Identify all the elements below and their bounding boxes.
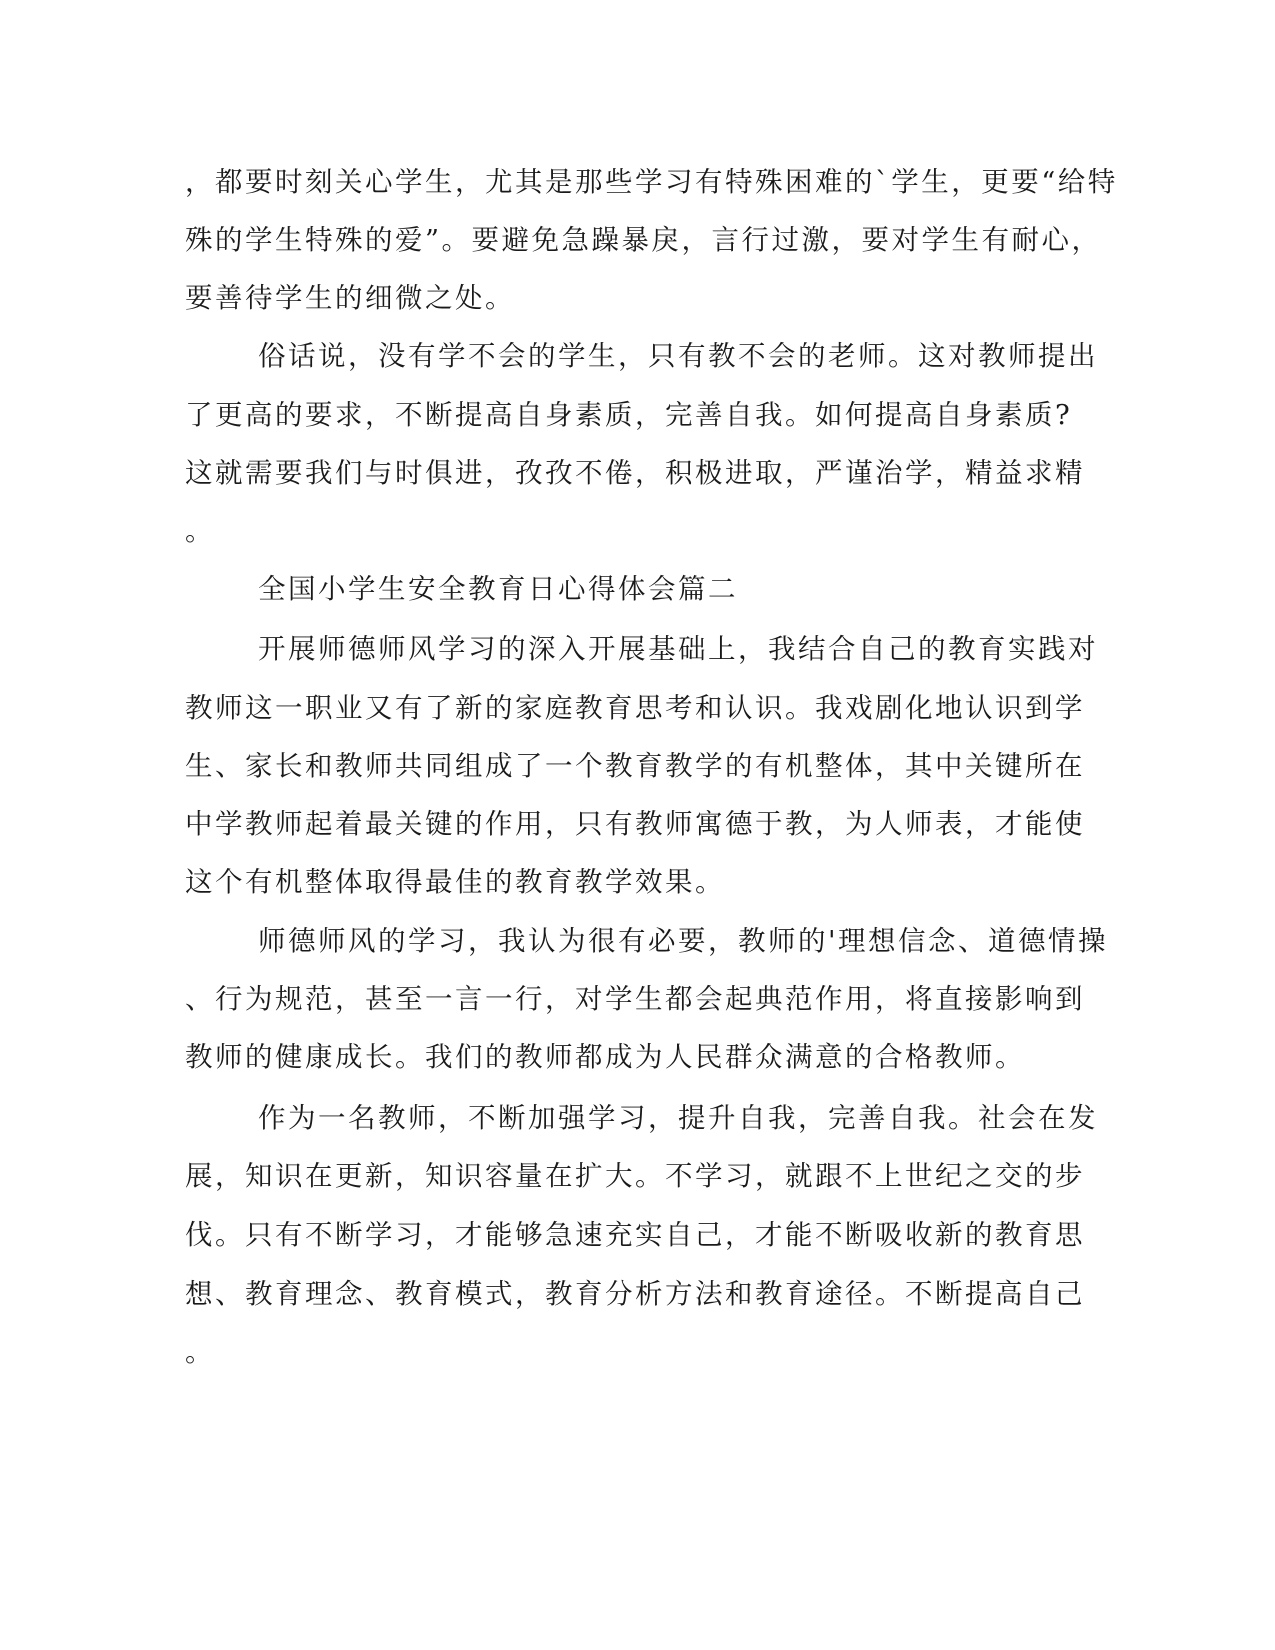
text-line: 这就需要我们与时俱进，孜孜不倦，积极进取，严谨治学，精益求精 xyxy=(185,457,1085,489)
text-line: 想、教育理念、教育模式，教育分析方法和教育途径。不断提高自己 xyxy=(185,1278,1085,1310)
text-line: 开展师德师风学习的深入开展基础上，我结合自己的教育实践对 xyxy=(258,633,1098,665)
text-line: 师德师风的学习，我认为很有必要，教师的'理想信念、道德情操 xyxy=(258,925,1109,957)
text-line: 生、家长和教师共同组成了一个教育教学的有机整体，其中关键所在 xyxy=(185,750,1085,782)
text-line: 了更高的要求，不断提高自身素质，完善自我。如何提高自身素质? xyxy=(185,399,1073,431)
text-line: 要善待学生的细微之处。 xyxy=(185,282,515,314)
text-line: 。 xyxy=(185,1336,215,1368)
text-line: 教师这一职业又有了新的家庭教育思考和认识。我戏剧化地认识到学 xyxy=(185,692,1085,724)
text-line: 中学教师起着最关键的作用，只有教师寓德于教，为人师表，才能使 xyxy=(185,808,1085,840)
text-line: 展，知识在更新，知识容量在扩大。不学习，就跟不上世纪之交的步 xyxy=(185,1160,1085,1192)
text-line: 教师的健康成长。我们的教师都成为人民群众满意的合格教师。 xyxy=(185,1041,1025,1073)
text-line: 作为一名教师，不断加强学习，提升自我，完善自我。社会在发 xyxy=(258,1102,1098,1134)
text-line: 伐。只有不断学习，才能够急速充实自己，才能不断吸收新的教育思 xyxy=(185,1219,1085,1251)
text-line: 殊的学生特殊的爱”。要避免急躁暴戾，言行过激，要对学生有耐心， xyxy=(185,224,1102,256)
text-line: 。 xyxy=(185,515,215,547)
text-line: 俗话说，没有学不会的学生，只有教不会的老师。这对教师提出 xyxy=(258,340,1098,372)
section-heading: 全国小学生安全教育日心得体会篇二 xyxy=(258,573,738,605)
text-line: ，都要时刻关心学生，尤其是那些学习有特殊困难的`学生，更要“给特 xyxy=(185,166,1118,198)
text-line: 这个有机整体取得最佳的教育教学效果。 xyxy=(185,866,725,898)
text-line: 、行为规范，甚至一言一行，对学生都会起典范作用，将直接影响到 xyxy=(185,983,1085,1015)
